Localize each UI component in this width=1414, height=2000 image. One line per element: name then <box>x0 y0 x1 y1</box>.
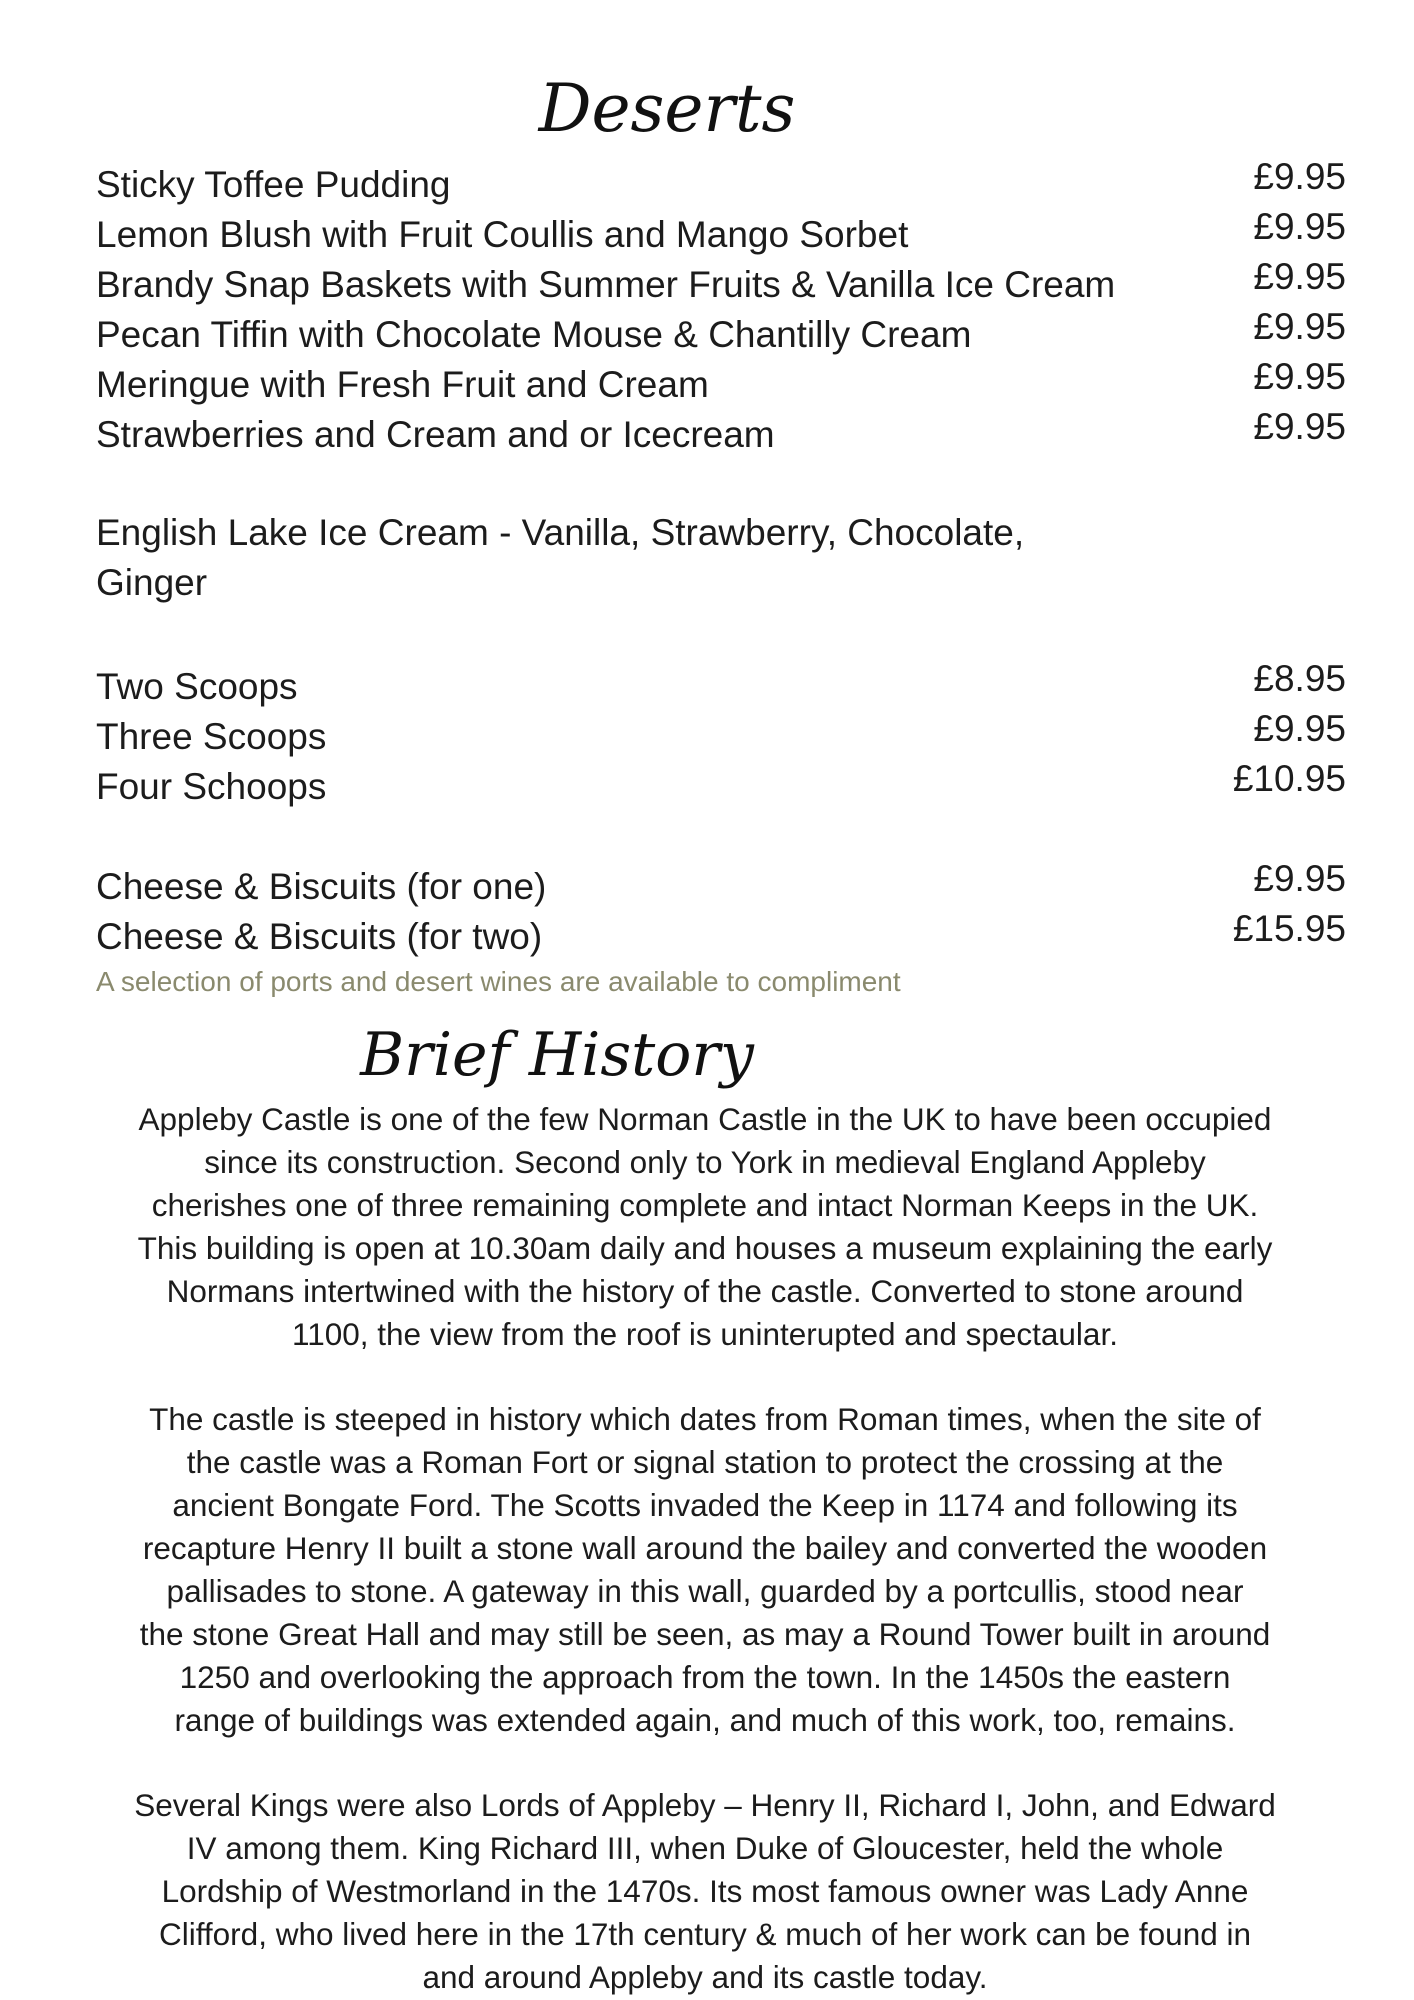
history-line: Lordship of Westmorland in the 1470s. Its most famous owner was Lady Anne <box>161 1873 1249 1909</box>
item-price: £9.95 <box>1253 206 1346 247</box>
item-name: Meringue with Fresh Fruit and Cream <box>96 364 709 405</box>
history-line: since its construction. Second only to York in medieval England Appleby <box>204 1144 1206 1180</box>
history-title: Brief History <box>360 1020 754 1090</box>
item-name: Strawberries and Cream and or Icecream <box>96 414 775 455</box>
history-line: pallisades to stone. A gateway in this wall, guarded by a portcullis, stood near <box>166 1573 1244 1609</box>
item-name: Cheese & Biscuits (for two) <box>96 916 543 957</box>
item-price: £9.95 <box>1253 356 1346 397</box>
item-price: £8.95 <box>1253 658 1346 699</box>
item-price: £10.95 <box>1232 758 1346 799</box>
item-name: Cheese & Biscuits (for one) <box>96 866 547 907</box>
history-line: recapture Henry II built a stone wall around the bailey and converted the wooden <box>142 1530 1268 1566</box>
history-line: and around Appleby and its castle today. <box>422 1959 988 1995</box>
history-line: Normans intertwined with the history of the castle. Converted to stone around <box>166 1273 1244 1309</box>
item-price: £9.95 <box>1253 406 1346 447</box>
dessert-list <box>96 156 1346 460</box>
history-paragraph <box>60 1098 1350 1356</box>
menu-item <box>96 858 1346 912</box>
menu-item <box>96 908 1346 962</box>
history-paragraph <box>60 1784 1350 1999</box>
menu-item <box>96 156 1346 210</box>
menu-item <box>96 356 1346 410</box>
history-line: cherishes one of three remaining complete and intact Norman Keeps in the UK. <box>151 1187 1259 1223</box>
history-line: ancient Bongate Ford. The Scotts invaded the Keep in 1174 and following its <box>172 1487 1238 1523</box>
item-price: £9.95 <box>1253 256 1346 297</box>
menu-item <box>96 708 1346 762</box>
item-name: Pecan Tiffin with Chocolate Mouse & Chantilly Cream <box>96 314 972 355</box>
scoop-list <box>96 658 1346 812</box>
menu-item <box>96 256 1346 310</box>
history-line: IV among them. King Richard III, when Duke of Gloucester, held the whole <box>186 1830 1224 1866</box>
history-line: This building is open at 10.30am daily and houses a museum explaining the early <box>137 1230 1273 1266</box>
menu-title: Deserts <box>538 70 796 147</box>
menu-item <box>96 206 1346 260</box>
ice-cream-note-line: Ginger <box>96 562 208 603</box>
item-price: £15.95 <box>1232 908 1346 949</box>
item-price: £9.95 <box>1253 306 1346 347</box>
history-line: the castle was a Roman Fort or signal station to protect the crossing at the <box>186 1444 1224 1480</box>
item-name: Lemon Blush with Fruit Coullis and Mango Sorbet <box>96 214 909 255</box>
history-paragraph <box>60 1398 1350 1742</box>
ice-cream-note <box>96 508 1096 608</box>
item-name: Two Scoops <box>96 666 298 707</box>
wine-footnote: A selection of ports and desert wines are available to compliment <box>96 966 901 997</box>
menu-item <box>96 658 1346 712</box>
history-line: range of buildings was extended again, and much of this work, too, remains. <box>174 1702 1236 1738</box>
history-line: Appleby Castle is one of the few Norman Castle in the UK to have been occupied <box>138 1101 1272 1137</box>
history-line: 1100, the view from the roof is uninterupted and spectaular. <box>292 1316 1118 1352</box>
ice-cream-note-line: English Lake Ice Cream - Vanilla, Strawberry, Chocolate, <box>96 512 1025 553</box>
history-line: the stone Great Hall and may still be seen, as may a Round Tower built in around <box>139 1616 1271 1652</box>
item-price: £9.95 <box>1253 708 1346 749</box>
item-name: Three Scoops <box>96 716 327 757</box>
menu-item <box>96 758 1346 812</box>
item-price: £9.95 <box>1253 858 1346 899</box>
item-name: Brandy Snap Baskets with Summer Fruits & Vanilla Ice Cream <box>96 264 1116 305</box>
item-name: Sticky Toffee Pudding <box>96 164 451 205</box>
item-price: £9.95 <box>1253 156 1346 197</box>
menu-item <box>96 406 1346 460</box>
history-line: 1250 and overlooking the approach from the town. In the 1450s the eastern <box>179 1659 1231 1695</box>
item-name: Four Schoops <box>96 766 327 807</box>
cheese-list <box>96 858 1346 962</box>
history-line: Clifford, who lived here in the 17th century & much of her work can be found in <box>158 1916 1252 1952</box>
history-line: Several Kings were also Lords of Appleby – Henry II, Richard I, John, and Edward <box>134 1787 1276 1823</box>
history-line: The castle is steeped in history which dates from Roman times, when the site of <box>149 1401 1261 1437</box>
menu-item <box>96 306 1346 360</box>
